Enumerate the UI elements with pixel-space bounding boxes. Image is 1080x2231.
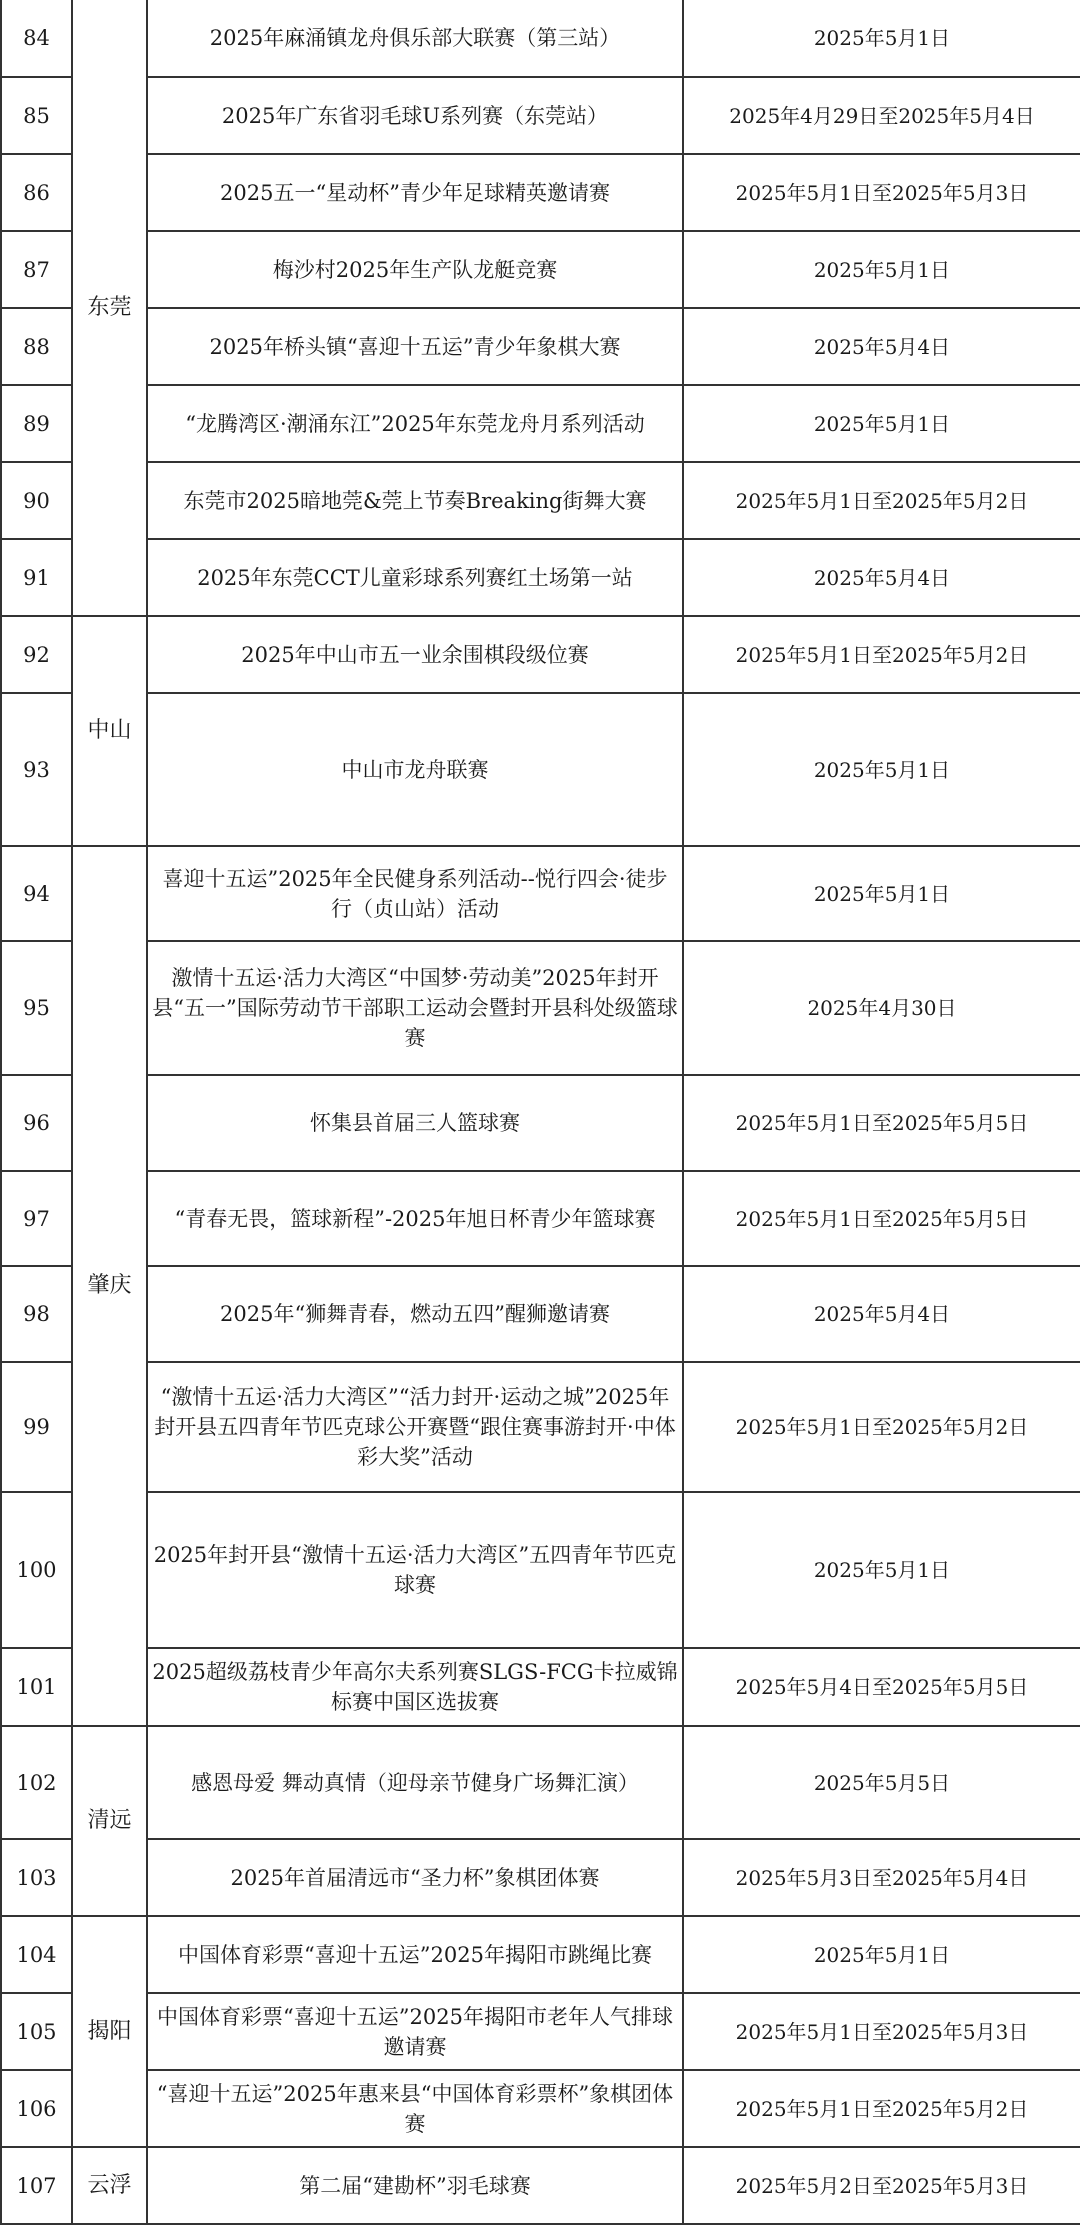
event-date: 2025年5月1日 bbox=[683, 846, 1080, 941]
event-date: 2025年5月1日至2025年5月3日 bbox=[683, 1993, 1080, 2070]
city-cell: 清远 bbox=[72, 1726, 147, 1916]
table-row bbox=[1, 1726, 1080, 1839]
event-name: 东莞市2025暗地莞&莞上节奏Breaking街舞大赛 bbox=[147, 462, 683, 539]
event-name: 2025年“狮舞青春，燃动五四”醒狮邀请赛 bbox=[147, 1266, 683, 1362]
event-date: 2025年5月4日至2025年5月5日 bbox=[683, 1648, 1080, 1726]
row-number: 87 bbox=[1, 231, 72, 308]
table-row bbox=[1, 1648, 1080, 1726]
event-name: 2025五一“星动杯”青少年足球精英邀请赛 bbox=[147, 154, 683, 231]
event-date: 2025年5月1日至2025年5月3日 bbox=[683, 154, 1080, 231]
event-name: 2025年桥头镇“喜迎十五运”青少年象棋大赛 bbox=[147, 308, 683, 385]
event-date: 2025年4月30日 bbox=[683, 941, 1080, 1075]
event-date: 2025年5月1日至2025年5月2日 bbox=[683, 462, 1080, 539]
event-date: 2025年5月1日 bbox=[683, 385, 1080, 462]
event-name: 2025年中山市五一业余围棋段级位赛 bbox=[147, 616, 683, 693]
row-number: 97 bbox=[1, 1171, 72, 1266]
table-row bbox=[1, 1916, 1080, 1993]
event-date: 2025年5月4日 bbox=[683, 539, 1080, 616]
table-row bbox=[1, 231, 1080, 308]
event-name: 中山市龙舟联赛 bbox=[147, 693, 683, 846]
event-name: 2025年麻涌镇龙舟俱乐部大联赛（第三站） bbox=[147, 0, 683, 77]
table-row bbox=[1, 154, 1080, 231]
row-number: 100 bbox=[1, 1492, 72, 1648]
row-number: 102 bbox=[1, 1726, 72, 1839]
row-number: 95 bbox=[1, 941, 72, 1075]
table-row bbox=[1, 539, 1080, 616]
row-number: 96 bbox=[1, 1075, 72, 1171]
table-row bbox=[1, 846, 1080, 941]
city-cell: 揭阳 bbox=[72, 1916, 147, 2147]
event-name: “龙腾湾区·潮涌东江”2025年东莞龙舟月系列活动 bbox=[147, 385, 683, 462]
event-name: 激情十五运·活力大湾区“中国梦·劳动美”2025年封开县“五一”国际劳动节干部职工运动会暨封开县科处级篮球赛 bbox=[147, 941, 683, 1075]
row-number: 86 bbox=[1, 154, 72, 231]
table-row bbox=[1, 462, 1080, 539]
event-name: 2025年东莞CCT儿童彩球系列赛红土场第一站 bbox=[147, 539, 683, 616]
table-row bbox=[1, 1993, 1080, 2070]
city-cell: 肇庆 bbox=[72, 846, 147, 1726]
table-row bbox=[1, 2147, 1080, 2224]
row-number: 84 bbox=[1, 0, 72, 77]
table-row bbox=[1, 77, 1080, 154]
event-date: 2025年5月1日至2025年5月5日 bbox=[683, 1171, 1080, 1266]
event-name: 2025超级荔枝青少年高尔夫系列赛SLGS-FCG卡拉威锦标赛中国区选拔赛 bbox=[147, 1648, 683, 1726]
table-row bbox=[1, 1171, 1080, 1266]
row-number: 92 bbox=[1, 616, 72, 693]
event-name: 中国体育彩票“喜迎十五运”2025年揭阳市老年人气排球邀请赛 bbox=[147, 1993, 683, 2070]
table-row bbox=[1, 1362, 1080, 1492]
city-cell: 东莞 bbox=[72, 0, 147, 616]
row-number: 105 bbox=[1, 1993, 72, 2070]
event-date: 2025年5月1日至2025年5月5日 bbox=[683, 1075, 1080, 1171]
event-name: “激情十五运·活力大湾区”“活力封开·运动之城”2025年封开县五四青年节匹克球公开赛暨“跟住赛事游封开·中体彩大奖”活动 bbox=[147, 1362, 683, 1492]
event-name: 2025年首届清远市“圣力杯”象棋团体赛 bbox=[147, 1839, 683, 1916]
row-number: 89 bbox=[1, 385, 72, 462]
event-name: “喜迎十五运”2025年惠来县“中国体育彩票杯”象棋团体赛 bbox=[147, 2070, 683, 2147]
city-cell: 云浮 bbox=[72, 2147, 147, 2224]
event-name: 中国体育彩票“喜迎十五运”2025年揭阳市跳绳比赛 bbox=[147, 1916, 683, 1993]
event-date: 2025年5月1日 bbox=[683, 1492, 1080, 1648]
event-date: 2025年5月1日至2025年5月2日 bbox=[683, 616, 1080, 693]
event-name: 2025年广东省羽毛球U系列赛（东莞站） bbox=[147, 77, 683, 154]
table-row bbox=[1, 385, 1080, 462]
table-row bbox=[1, 1839, 1080, 1916]
table-row bbox=[1, 1492, 1080, 1648]
event-date: 2025年5月1日至2025年5月2日 bbox=[683, 1362, 1080, 1492]
row-number: 90 bbox=[1, 462, 72, 539]
row-number: 98 bbox=[1, 1266, 72, 1362]
event-date: 2025年5月1日至2025年5月2日 bbox=[683, 2070, 1080, 2147]
event-date: 2025年5月5日 bbox=[683, 1726, 1080, 1839]
event-name: 怀集县首届三人篮球赛 bbox=[147, 1075, 683, 1171]
row-number: 88 bbox=[1, 308, 72, 385]
row-number: 107 bbox=[1, 2147, 72, 2224]
row-number: 103 bbox=[1, 1839, 72, 1916]
table-row bbox=[1, 1075, 1080, 1171]
table-row bbox=[1, 1266, 1080, 1362]
event-date: 2025年5月4日 bbox=[683, 308, 1080, 385]
event-name: “青春无畏，篮球新程”-2025年旭日杯青少年篮球赛 bbox=[147, 1171, 683, 1266]
table-row bbox=[1, 616, 1080, 693]
event-name: 2025年封开县“激情十五运·活力大湾区”五四青年节匹克球赛 bbox=[147, 1492, 683, 1648]
row-number: 93 bbox=[1, 693, 72, 846]
row-number: 104 bbox=[1, 1916, 72, 1993]
event-name: 感恩母爱 舞动真情（迎母亲节健身广场舞汇演） bbox=[147, 1726, 683, 1839]
event-date: 2025年5月1日 bbox=[683, 1916, 1080, 1993]
row-number: 99 bbox=[1, 1362, 72, 1492]
event-date: 2025年5月1日 bbox=[683, 0, 1080, 77]
row-number: 85 bbox=[1, 77, 72, 154]
event-date: 2025年5月1日 bbox=[683, 693, 1080, 846]
event-name: 第二届“建勘杯”羽毛球赛 bbox=[147, 2147, 683, 2224]
row-number: 91 bbox=[1, 539, 72, 616]
table-row bbox=[1, 941, 1080, 1075]
row-number: 94 bbox=[1, 846, 72, 941]
events-table-body bbox=[1, 0, 1080, 2224]
table-row bbox=[1, 0, 1080, 77]
row-number: 101 bbox=[1, 1648, 72, 1726]
event-name: 梅沙村2025年生产队龙艇竞赛 bbox=[147, 231, 683, 308]
city-cell: 中山 bbox=[72, 616, 147, 846]
event-date: 2025年4月29日至2025年5月4日 bbox=[683, 77, 1080, 154]
event-date: 2025年5月2日至2025年5月3日 bbox=[683, 2147, 1080, 2224]
table-row bbox=[1, 693, 1080, 846]
event-name: 喜迎十五运”2025年全民健身系列活动--悦行四会·徒步行（贞山站）活动 bbox=[147, 846, 683, 941]
table-row bbox=[1, 308, 1080, 385]
row-number: 106 bbox=[1, 2070, 72, 2147]
event-date: 2025年5月4日 bbox=[683, 1266, 1080, 1362]
table-row bbox=[1, 2070, 1080, 2147]
event-date: 2025年5月1日 bbox=[683, 231, 1080, 308]
event-date: 2025年5月3日至2025年5月4日 bbox=[683, 1839, 1080, 1916]
